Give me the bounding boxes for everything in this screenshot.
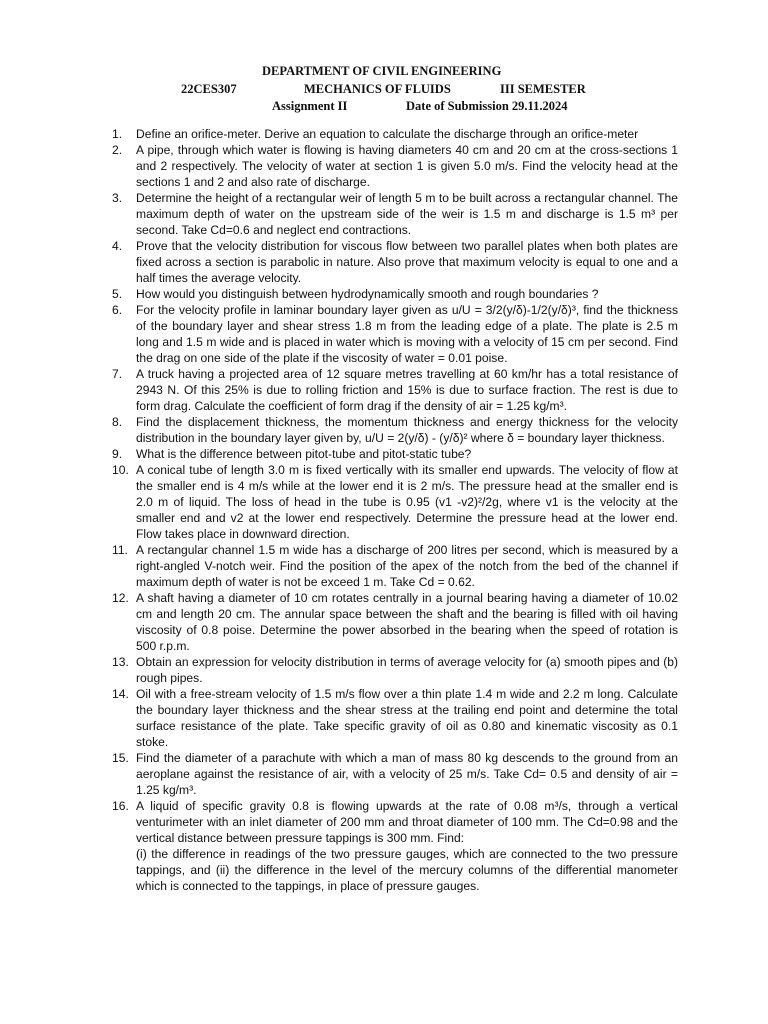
question-number: 2. xyxy=(112,143,123,157)
question-item xyxy=(112,798,678,894)
question-item xyxy=(112,654,678,686)
question-item xyxy=(112,238,678,286)
question-item xyxy=(112,126,678,142)
question-item xyxy=(112,590,678,654)
question-text: A liquid of specific gravity 0.8 is flowing upwards at the rate of 0.08 m³/s, through a vertical venturimeter with an inlet diameter of 200 mm and throat diameter of 100 mm. The Cd=0.98 and the vertical distance between pressure tappings is 300 mm. Find: xyxy=(136,799,678,845)
question-text: Determine the height of a rectangular weir of length 5 m to be built across a rectangular channel. The maximum depth of water on the upstream side of the weir is 1.5 m and discharge is 1.5 m³ per second. Take Cd=0.6 and neglect end contractions. xyxy=(136,191,678,237)
question-text: A shaft having a diameter of 10 cm rotates centrally in a journal bearing having a diameter of 10.02 cm and length 20 cm. The annular space between the shaft and the bearing is filled with oil having viscosity of 0.8 poise. Determine the power absorbed in the bearing when the speed of rotation is 500 r.p.m. xyxy=(136,591,678,653)
question-number: 4. xyxy=(112,239,123,253)
question-item xyxy=(112,366,678,414)
question-number: 12. xyxy=(112,591,129,605)
question-subtext: (i) the difference in readings of the two pressure gauges, which are connected to the two pressure tappings, and (ii) the difference in the level of the mercury columns of the differential manometer which is connected to the tappings, in place of pressure gauges. xyxy=(136,847,678,893)
question-item xyxy=(112,446,678,462)
question-text: Prove that the velocity distribution for viscous flow between two parallel plates when both plates are fixed across a section is parabolic in nature. Also prove that maximum velocity is equal to one and a half times the average velocity. xyxy=(136,239,678,285)
course-name: MECHANICS OF FLUIDS xyxy=(304,82,451,96)
question-number: 6. xyxy=(112,303,123,317)
question-number: 8. xyxy=(112,415,123,429)
question-text: Find the displacement thickness, the momentum thickness and energy thickness for the velocity distribution in the boundary layer given by, u/U = 2(y/δ) - (y/δ)² where δ = boundary layer thickness. xyxy=(136,415,678,445)
question-number: 9. xyxy=(112,447,123,461)
question-item xyxy=(112,750,678,798)
question-number: 14. xyxy=(112,687,129,701)
question-text: Oil with a free-stream velocity of 1.5 m/s flow over a thin plate 1.4 m wide and 2.2 m long. Calculate the boundary layer thickness and the shear stress at the trailing end point and determine the total surface resistance of the plate. Take specific gravity of oil as 0.80 and kinematic viscosity as 0.1 stoke. xyxy=(136,687,678,749)
question-number: 13. xyxy=(112,655,129,669)
question-item xyxy=(112,190,678,238)
course-code: 22CES307 xyxy=(181,82,237,96)
department-title: DEPARTMENT OF CIVIL ENGINEERING xyxy=(262,64,502,78)
question-number: 7. xyxy=(112,367,123,381)
question-text: Define an orifice-meter. Derive an equation to calculate the discharge through an orifice-meter xyxy=(136,127,639,141)
question-item xyxy=(112,302,678,366)
question-text: How would you distinguish between hydrodynamically smooth and rough boundaries ? xyxy=(136,287,599,301)
question-number: 16. xyxy=(112,799,129,813)
question-number: 3. xyxy=(112,191,123,205)
question-item xyxy=(112,462,678,542)
question-item xyxy=(112,142,678,190)
assignment-title: Assignment II xyxy=(272,99,348,113)
question-text: A pipe, through which water is flowing is having diameters 40 cm and 20 cm at the cross-sections 1 and 2 respectively. The velocity of water at section 1 is given 5.0 m/s. Find the velocity head at the sections 1 and 2 and also rate of discharge. xyxy=(136,143,678,189)
question-number: 11. xyxy=(112,543,128,557)
question-text: For the velocity profile in laminar boundary layer given as u/U = 3/2(y/δ)-1/2(y/δ)³, find the thickness of the boundary layer and shear stress 1.8 m from the leading edge of a plate. The plate is 2.5 m long and 1.5 m wide and is placed in water which is moving with a velocity of 15 cm per second. Find the drag on one side of the plate if the viscosity of water = 0.01 poise. xyxy=(136,303,678,365)
question-text: A conical tube of length 3.0 m is fixed vertically with its smaller end upwards. The velocity of flow at the smaller end is 4 m/s while at the lower end it is 2 m/s. The pressure head at the smaller end is 2.0 m of liquid. The loss of head in the tube is 0.95 (v1 -v2)²/2g, where v1 is the velocity at the smaller end and v2 at the lower end respectively. Determine the pressure head at the lower end. Flow takes place in downward direction. xyxy=(136,463,678,541)
semester: III SEMESTER xyxy=(500,82,586,96)
submission-date: Date of Submission 29.11.2024 xyxy=(406,99,568,113)
question-text: Obtain an expression for velocity distribution in terms of average velocity for (a) smooth pipes and (b) rough pipes. xyxy=(136,655,678,685)
question-text: Find the diameter of a parachute with which a man of mass 80 kg descends to the ground from an aeroplane against the resistance of air, with a velocity of 25 m/s. Take Cd= 0.5 and density of air = 1.25 kg/m³. xyxy=(136,751,678,797)
question-number: 5. xyxy=(112,287,123,301)
question-item xyxy=(112,686,678,750)
question-number: 15. xyxy=(112,751,129,765)
question-item xyxy=(112,286,678,302)
question-text: What is the difference between pitot-tube and pitot-static tube? xyxy=(136,447,472,461)
question-text: A truck having a projected area of 12 square metres travelling at 60 km/hr has a total resistance of 2943 N. Of this 25% is due to rolling friction and 15% is due to surface fraction. The rest is due to form drag. Calculate the coefficient of form drag if the density of air = 1.25 kg/m³. xyxy=(136,367,678,413)
question-list xyxy=(112,126,678,894)
question-item xyxy=(112,414,678,446)
question-item xyxy=(112,542,678,590)
question-number: 1. xyxy=(112,127,123,141)
question-number: 10. xyxy=(112,463,129,477)
question-text: A rectangular channel 1.5 m wide has a discharge of 200 litres per second, which is measured by a right-angled V-notch weir. Find the position of the apex of the notch from the bed of the channel if maximum depth of water is not be exceed 1 m. Take Cd = 0.62. xyxy=(136,543,678,589)
